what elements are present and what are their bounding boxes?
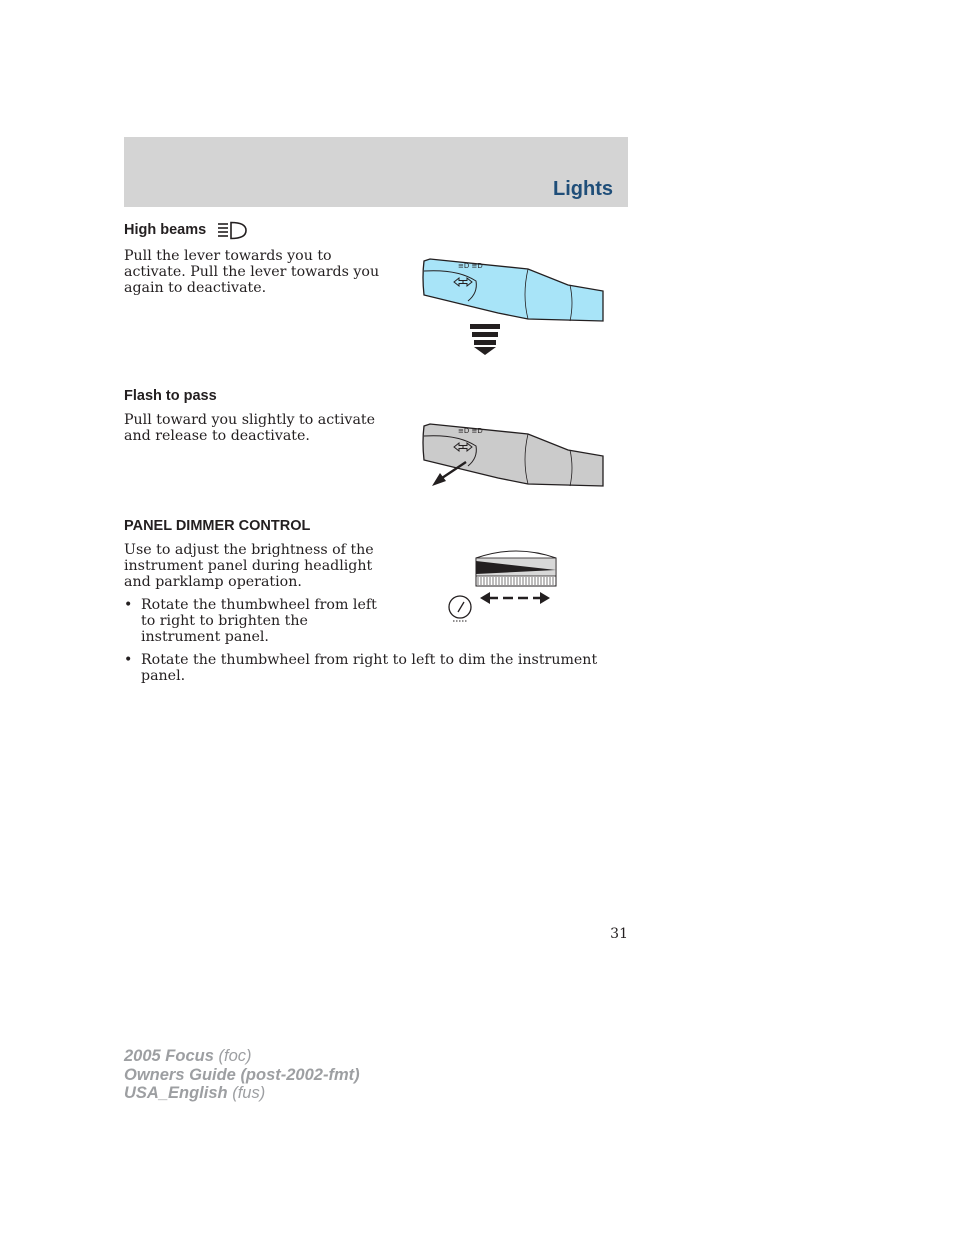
footer-model: 2005 Focus bbox=[124, 1047, 214, 1065]
text-line: instrument panel during headlight bbox=[124, 558, 373, 574]
footer-language: USA_English bbox=[124, 1084, 228, 1102]
panel-dimmer-heading: PANEL DIMMER CONTROL bbox=[124, 518, 311, 534]
instrument-panel-icon bbox=[449, 596, 471, 621]
panel-dimmer-thumbwheel-illustration bbox=[440, 548, 560, 623]
flash-to-pass-text bbox=[124, 412, 375, 444]
footer-line-1 bbox=[124, 1047, 360, 1066]
footer-guide: Owners Guide (post-2002-fmt) bbox=[124, 1065, 360, 1084]
text-line: Pull toward you slightly to activate bbox=[124, 412, 375, 428]
section-header-band bbox=[124, 137, 628, 207]
bullet-dot: • bbox=[124, 597, 133, 613]
svg-text:≡D ≡D: ≡D ≡D bbox=[458, 427, 483, 435]
section-title: Lights bbox=[553, 178, 613, 200]
footer-model-code: (foc) bbox=[218, 1047, 252, 1065]
footer-language-code: (fus) bbox=[232, 1084, 266, 1102]
text-line: instrument panel. bbox=[141, 629, 269, 645]
footer-line-2 bbox=[124, 1066, 360, 1085]
text-line: and release to deactivate. bbox=[124, 428, 310, 444]
text-line: to right to brighten the bbox=[141, 613, 308, 629]
high-beam-icon bbox=[217, 221, 249, 241]
text-line: Use to adjust the brightness of the bbox=[124, 542, 374, 558]
high-beam-lever-illustration bbox=[418, 255, 608, 360]
bullet-item bbox=[124, 652, 628, 684]
text-line: Pull the lever towards you to bbox=[124, 248, 332, 264]
flash-to-pass-heading: Flash to pass bbox=[124, 388, 217, 404]
text-line: Rotate the thumbwheel from right to left to dim the instrument panel. bbox=[141, 652, 598, 684]
text-line: Rotate the thumbwheel from left bbox=[141, 597, 377, 613]
svg-text:≡D ≡D: ≡D ≡D bbox=[458, 262, 483, 270]
page-number: 31 bbox=[610, 926, 628, 942]
bullet-dot: • bbox=[124, 652, 133, 668]
document-footer bbox=[124, 1047, 360, 1103]
high-beams-text bbox=[124, 248, 379, 296]
bullet-item bbox=[124, 597, 384, 645]
high-beams-heading-text: High beams bbox=[124, 222, 207, 238]
text-line: and parklamp operation. bbox=[124, 574, 302, 590]
high-beams-heading bbox=[124, 222, 206, 238]
panel-dimmer-text bbox=[124, 542, 374, 590]
text-line: activate. Pull the lever towards you bbox=[124, 264, 380, 280]
text-line: again to deactivate. bbox=[124, 280, 267, 296]
flash-to-pass-lever-illustration bbox=[418, 420, 608, 492]
footer-line-3 bbox=[124, 1084, 360, 1103]
